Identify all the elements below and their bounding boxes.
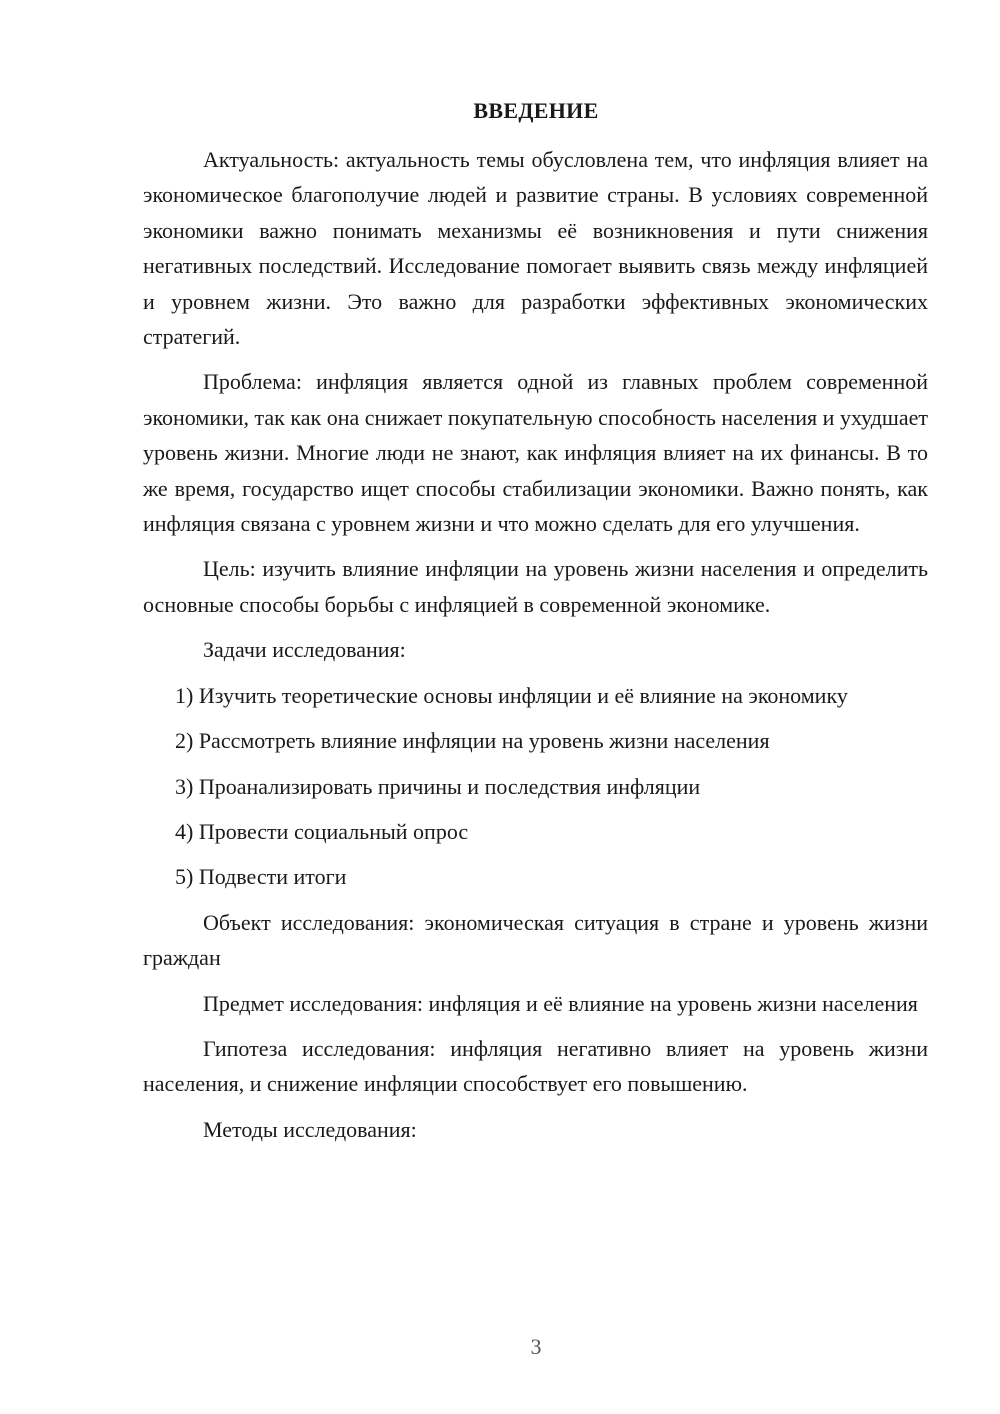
section-title: ВВЕДЕНИЕ [473, 98, 599, 123]
task-item-3: 3) Проанализировать причины и последствия инфляции [175, 773, 701, 799]
paragraph-subject: Предмет исследования: инфляция и её влияние на уровень жизни населения [203, 990, 918, 1016]
paragraph-problem: Проблема: инфляция является одной из главных проблем современной экономики, так как она снижает покупательную способность населения и ухудшает уровень жизни. Многие люди не знают, как инфляция влияет на их финансы. В то же время, государство ищет способы стабилизации экономики. Важно понять, как инфляция связана с уровнем жизни и что можно сделать для его улучшения. [143, 369, 928, 537]
paragraph-object: Объект исследования: экономическая ситуация в стране и уровень жизни граждан [143, 909, 928, 971]
paragraph-methods-heading: Методы исследования: [203, 1116, 417, 1142]
page-number: 3 [530, 1334, 542, 1359]
body-text [143, 142, 928, 1147]
paragraph-tasks-heading: Задачи исследования: [203, 637, 406, 663]
task-item-4: 4) Провести социальный опрос [175, 818, 469, 844]
paragraph-relevance: Актуальность: актуальность темы обусловлена тем, что инфляция влияет на экономическое благополучие людей и развитие страны. В условиях современной экономики важно понимать механизмы её возникновения и пути снижения негативных последствий. Исследование помогает выявить связь между инфляцией и уровнем жизни. Это важно для разработки эффективных экономических стратегий. [143, 147, 928, 350]
paragraph-goal: Цель: изучить влияние инфляции на уровень жизни населения и определить основные способы борьбы с инфляцией в современной экономике. [143, 556, 928, 617]
task-item-1: 1) Изучить теоретические основы инфляции и её влияние на экономику [175, 682, 848, 708]
task-item-5: 5) Подвести итоги [175, 864, 347, 890]
task-item-2: 2) Рассмотреть влияние инфляции на уровень жизни населения [175, 728, 770, 754]
paragraph-hypothesis: Гипотеза исследования: инфляция негативно влияет на уровень жизни населения, и снижение инфляции способствует его повышению. [143, 1035, 928, 1097]
